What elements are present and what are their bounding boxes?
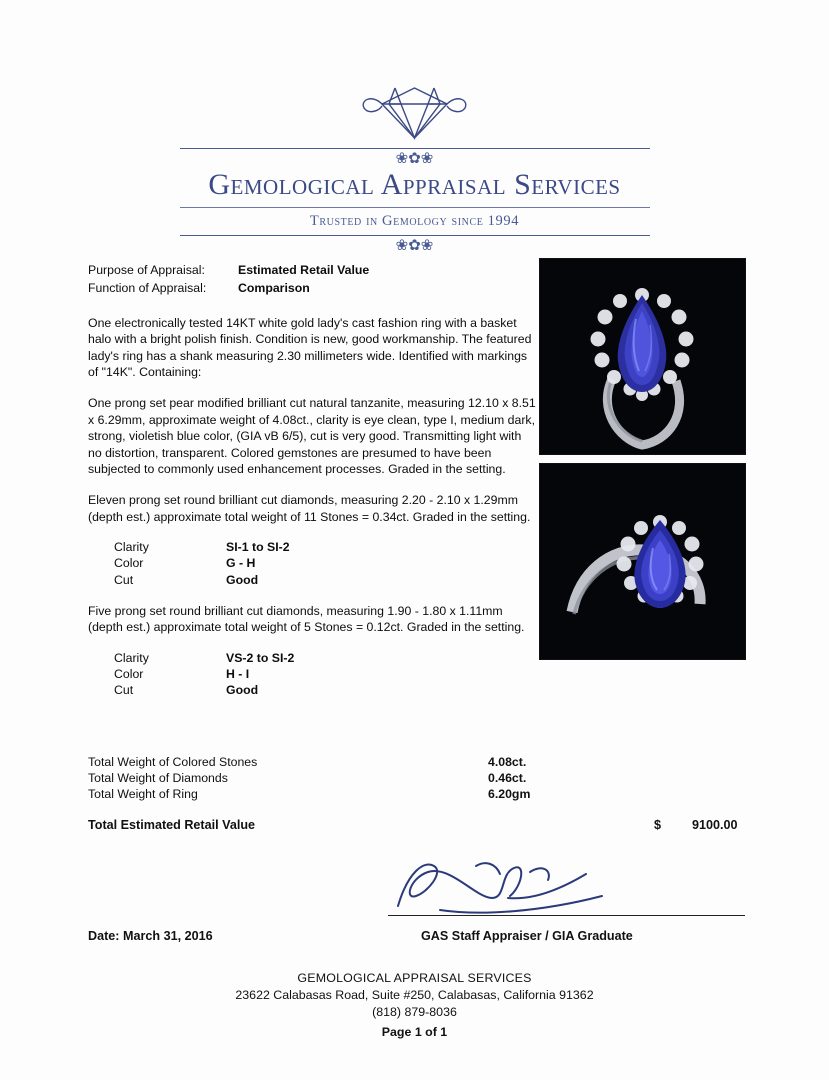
- footer-phone: (818) 879-8036: [372, 1005, 457, 1019]
- function-label: Function of Appraisal:: [88, 281, 207, 296]
- table-row: [114, 682, 294, 698]
- signature-line: [388, 915, 745, 916]
- grand-total-currency: $: [654, 818, 662, 832]
- total-ring-weight-value: 6.20gm: [488, 787, 531, 801]
- letterhead: [0, 80, 829, 255]
- appraisal-body: [88, 262, 538, 713]
- table-row: [114, 539, 290, 555]
- table-row: [88, 771, 748, 787]
- purpose-value: Estimated Retail Value: [238, 263, 370, 277]
- cut-label-1: Cut: [114, 572, 134, 587]
- description-paragraph-3: Eleven prong set round brilliant cut diamonds, measuring 2.20 - 2.10 x 1.29mm (depth est.) approximate total weight of 11 Stones = 0.34ct. Graded in the setting.: [88, 493, 531, 524]
- footer-company: GEMOLOGICAL APPRAISAL SERVICES: [297, 971, 532, 985]
- appraisal-date: Date: March 31, 2016: [88, 929, 213, 943]
- grand-total-label: Total Estimated Retail Value: [88, 818, 256, 832]
- ring-photo-top: [539, 258, 746, 455]
- ornament-bottom: ❀✿❀: [395, 238, 434, 254]
- table-row: [88, 262, 369, 280]
- color-value-1: G - H: [226, 556, 256, 571]
- clarity-value-1: SI-1 to SI-2: [226, 540, 290, 555]
- company-title: Gemological Appraisal Services: [208, 168, 621, 201]
- document-footer: [0, 970, 829, 1041]
- table-row: [88, 280, 369, 298]
- total-colored-stones-value: 4.08ct.: [488, 755, 527, 769]
- signature-mark: [380, 852, 630, 922]
- totals-table: [88, 755, 748, 803]
- cut-value-2: Good: [226, 683, 259, 698]
- table-row: [114, 666, 294, 682]
- function-value: Comparison: [238, 281, 310, 296]
- ring-photo-bottom-image: [540, 464, 745, 659]
- footer-address: 23622 Calabasas Road, Suite #250, Calabasas, California 91362: [235, 988, 594, 1002]
- table-row: [114, 555, 290, 571]
- appraiser-title: GAS Staff Appraiser / GIA Graduate: [421, 929, 633, 943]
- description-paragraph-1: One electronically tested 14KT white gold lady's cast fashion ring with a basket halo with a bright polish finish. Condition is new, good workmanship. The featured lady's ring has a shank measuring 2.30 millimeters wide. Identified with markings of "14K". Containing:: [88, 315, 532, 380]
- clarity-value-2: VS-2 to SI-2: [226, 650, 295, 665]
- diamond-specs-table-2: [114, 650, 294, 699]
- color-value-2: H - I: [226, 666, 250, 681]
- table-row: [114, 650, 294, 666]
- header-fields-table: [88, 262, 369, 299]
- grand-total-amount: 9100.00: [692, 818, 738, 832]
- total-colored-stones-label: Total Weight of Colored Stones: [88, 755, 258, 769]
- diamond-specs-table-1: [114, 539, 290, 588]
- clarity-label-2: Clarity: [114, 650, 149, 665]
- color-label-1: Color: [114, 556, 144, 571]
- purpose-label: Purpose of Appraisal:: [88, 263, 205, 277]
- diamond-icon: [0, 80, 829, 142]
- total-ring-weight-label: Total Weight of Ring: [88, 787, 198, 801]
- description-paragraph-2: One prong set pear modified brilliant cut natural tanzanite, measuring 12.10 x 8.51 x 6.29mm, approximate weight of 4.08ct., clarity is eye clean, type I, medium dark, strong, violetish blue color, (GIA vB 6/5), cut is very good. Transmitting light with no distortion, transparent. Colored gemstones are presumed to have been subjected to commonly used enhancement processes. Graded in the setting.: [88, 396, 536, 477]
- cut-value-1: Good: [226, 572, 259, 587]
- color-label-2: Color: [114, 666, 144, 681]
- table-row: [88, 787, 748, 803]
- clarity-label-1: Clarity: [114, 540, 149, 555]
- ring-photo-bottom: [539, 463, 746, 660]
- cut-label-2: Cut: [114, 683, 134, 698]
- table-row: [114, 572, 290, 588]
- description-paragraph-4: Five prong set round brilliant cut diamonds, measuring 1.90 - 1.80 x 1.11mm (depth est.) approximate total weight of 5 Stones = 0.12ct. Graded in the setting.: [88, 603, 525, 635]
- company-tagline: Trusted in Gemology since 1994: [309, 213, 520, 229]
- total-diamonds-value: 0.46ct.: [488, 771, 527, 785]
- table-row: [88, 755, 748, 771]
- ring-photo-top-image: [540, 259, 745, 454]
- total-diamonds-label: Total Weight of Diamonds: [88, 771, 228, 785]
- ornament-top: ❀✿❀: [395, 151, 434, 167]
- footer-page-number: Page 1 of 1: [381, 1025, 448, 1039]
